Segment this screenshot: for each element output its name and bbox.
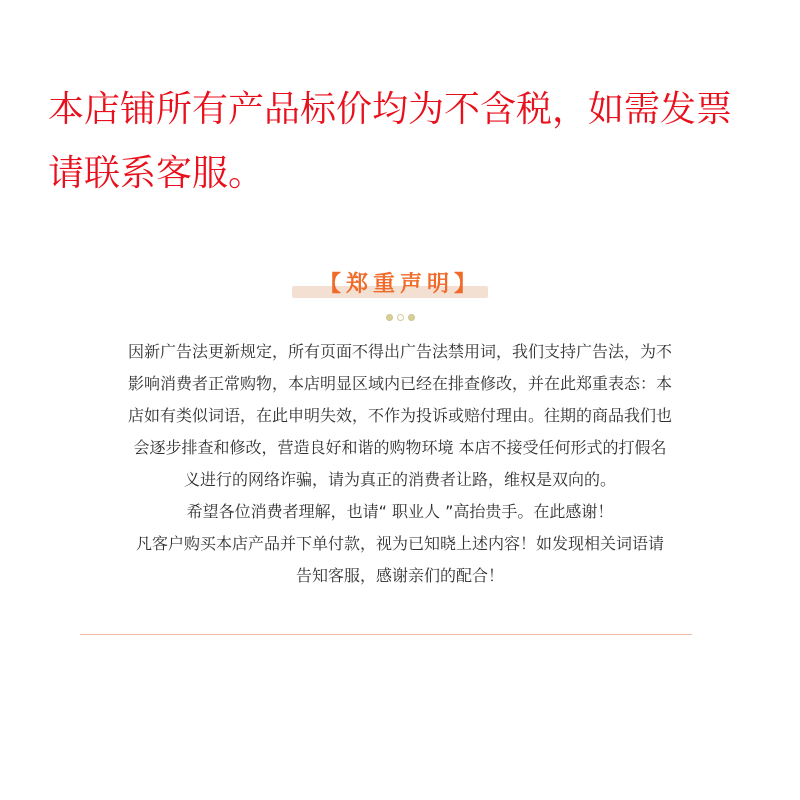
statement-title: 【郑重声明】 <box>318 272 481 297</box>
dot-icon <box>397 314 404 321</box>
statement-line: 凡客户购买本店产品并下单付款，视为已知晓上述内容！如发现相关词语请 <box>135 534 664 553</box>
decorative-dots <box>0 314 800 328</box>
statement-line: 希望各位消费者理解，也请“ 职业人 ”高抬贵手。在此感谢！ <box>186 502 614 521</box>
dot-icon <box>386 314 393 321</box>
notice-line-1: 本店铺所有产品标价均为不含税，如需发票 <box>48 89 733 130</box>
statement-line: 影响消费者正常购物，本店明显区域内已经在排查修改，并在此郑重表态：本 <box>127 374 672 393</box>
bottom-divider <box>80 634 692 635</box>
dot-icon <box>408 314 415 321</box>
notice-line-2: 请联系客服。 <box>48 153 265 194</box>
statement-body <box>80 336 720 592</box>
tax-invoice-notice <box>48 78 768 206</box>
statement-line: 店如有类似词语，在此申明失效，不作为投诉或赔付理由。往期的商品我们也 <box>127 406 672 425</box>
statement-line: 告知客服，感谢亲们的配合！ <box>295 566 504 585</box>
statement-line: 因新广告法更新规定，所有页面不得出广告法禁用词，我们支持广告法，为不 <box>127 342 672 361</box>
statement-header <box>0 266 800 306</box>
statement-line: 会逐步排查和修改，营造良好和谐的购物环境 本店不接受任何形式的打假名 <box>133 438 667 457</box>
statement-line: 义进行的网络诈骗，请为真正的消费者让路，维权是双向的。 <box>183 470 616 489</box>
